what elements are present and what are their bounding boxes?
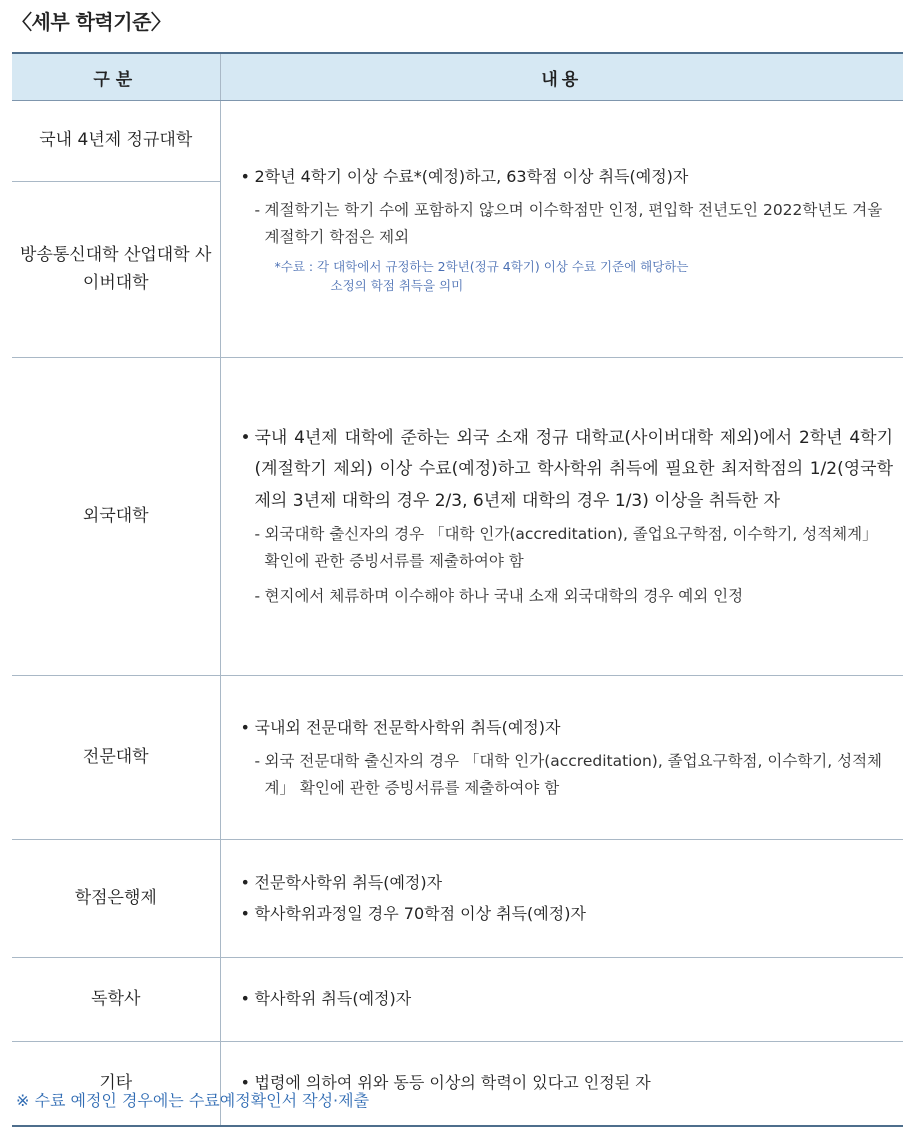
content-cell bbox=[220, 676, 903, 840]
bullet-item: • 학사학위 취득(예정)자 bbox=[241, 984, 894, 1014]
table-row bbox=[12, 358, 903, 676]
content-cell bbox=[220, 958, 903, 1042]
sub-item: - 외국대학 출신자의 경우 「대학 인가(accreditation), 졸업요구학점, 이수학기, 성적체계」 확인에 관한 증빙서류를 제출하여야 함 bbox=[241, 521, 894, 575]
category-self-study: 독학사 bbox=[12, 958, 220, 1042]
category-broadcast-industrial-cyber: 방송통신대학 산업대학 사이버대학 bbox=[20, 245, 212, 293]
table-header-row bbox=[12, 53, 903, 101]
table-row bbox=[12, 101, 903, 358]
table-row bbox=[12, 676, 903, 840]
header-category: 구분 bbox=[12, 53, 220, 101]
bullet-item: • 국내 4년제 대학에 준하는 외국 소재 정규 대학교(사이버대학 제외)에서 2학년 4학기(계절학기 제외) 이상 수료(예정)하고 학사학위 취득에 필요한 최저학점의 1/2(영국학제의 3년제 대학의 경우 2/3, 6년제 대학의 경우 1/3) 이상을 취득한 자 bbox=[241, 423, 894, 517]
sub-item: - 현지에서 체류하며 이수해야 하나 국내 소재 외국대학의 경우 예외 인정 bbox=[241, 583, 894, 610]
bullet-item: • 국내외 전문대학 전문학사학위 취득(예정)자 bbox=[241, 713, 894, 743]
category-foreign: 외국대학 bbox=[12, 358, 220, 676]
bullet-item: • 전문학사학위 취득(예정)자 bbox=[241, 868, 894, 898]
bullet-item: • 법령에 의하여 위와 동등 이상의 학력이 있다고 인정된 자 bbox=[241, 1068, 894, 1098]
note bbox=[241, 257, 894, 296]
header-content: 내용 bbox=[220, 53, 903, 101]
category-domestic-regular: 국내 4년제 정규대학 bbox=[12, 101, 220, 182]
category-credit-bank: 학점은행제 bbox=[12, 840, 220, 958]
category-other: 기타 bbox=[12, 1042, 220, 1126]
content-cell bbox=[220, 101, 903, 358]
content-cell bbox=[220, 840, 903, 958]
sub-item: - 계절학기는 학기 수에 포함하지 않으며 이수학점만 인정, 편입학 전년도인 2022학년도 겨울 계절학기 학점은 제외 bbox=[241, 197, 894, 251]
note-line-2: 소정의 학점 취득을 의미 bbox=[330, 278, 464, 294]
criteria-table bbox=[12, 52, 903, 1127]
category-cell bbox=[12, 101, 220, 358]
table-row bbox=[12, 1042, 903, 1126]
table-row bbox=[12, 958, 903, 1042]
page-title: 〈세부 학력기준〉 bbox=[12, 10, 171, 34]
sub-item: - 외국 전문대학 출신자의 경우 「대학 인가(accreditation), 졸업요구학점, 이수학기, 성적체계」 확인에 관한 증빙서류를 제출하여야 함 bbox=[241, 748, 894, 802]
table-row bbox=[12, 840, 903, 958]
bullet-item: • 학사학위과정일 경우 70학점 이상 취득(예정)자 bbox=[241, 899, 894, 929]
footnote: ※ 수료 예정인 경우에는 수료예정확인서 작성·제출 bbox=[16, 1091, 370, 1110]
content-cell bbox=[220, 1042, 903, 1126]
category-junior-college: 전문대학 bbox=[12, 676, 220, 840]
note-line-1: *수료 : 각 대학에서 규정하는 2학년(정규 4학기) 이상 수료 기준에 해당하는 bbox=[274, 258, 689, 274]
bullet-item: • 2학년 4학기 이상 수료*(예정)하고, 63학점 이상 취득(예정)자 bbox=[241, 162, 894, 192]
content-cell bbox=[220, 358, 903, 676]
